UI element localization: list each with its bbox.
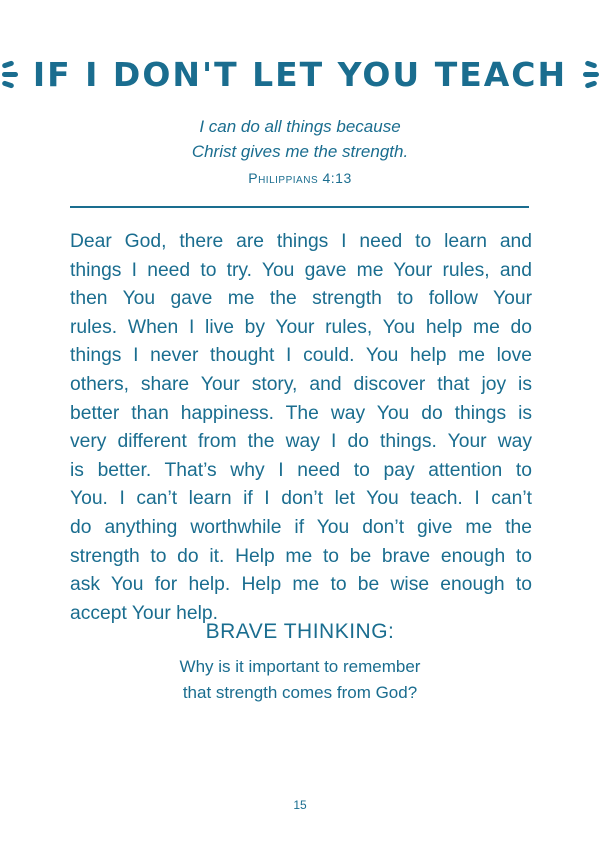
prayer-line: others, share Your story, and discover that joy is: [70, 373, 532, 395]
left-dash-bottom: [2, 80, 15, 88]
left-dash-middle: [2, 72, 18, 77]
question-line: that strength comes from God?: [182, 683, 418, 702]
prayer-line: rules. When I live by Your rules, You help me do: [70, 316, 532, 338]
verse-reference: Philippians 4:13: [248, 170, 352, 186]
prayer-line: accept Your help.: [70, 602, 218, 624]
brave-thinking-question: [0, 654, 600, 706]
prayer-line: better than happiness. The way You do things is: [70, 402, 532, 424]
right-dash-bottom: [585, 80, 598, 88]
left-dash-top: [2, 60, 15, 68]
prayer-line: is better. That’s why I need to pay attention to: [70, 459, 532, 481]
prayer-line: strength to do it. Help me to be brave enough to: [70, 545, 532, 567]
prayer-line: very different from the way I do things. Your way: [70, 431, 532, 453]
verse-line: I can do all things because: [199, 117, 401, 136]
prayer-line: do anything worthwhile if You don’t give me the: [70, 516, 532, 538]
title-row: [0, 44, 600, 104]
scripture-verse: [0, 114, 600, 164]
prayer-line: things I never thought I could. You help me love: [70, 345, 532, 367]
left-dash-decoration: [0, 59, 19, 89]
prayer-line: Dear God, there are things I need to learn and: [70, 231, 532, 252]
prayer-line: then You gave me the strength to follow Your: [70, 288, 532, 310]
verse-line: Christ gives me the strength.: [191, 142, 409, 161]
right-dash-top: [585, 60, 598, 68]
prayer-line: You. I can’t learn if I don’t let You teach. I can’t: [70, 488, 532, 510]
right-dash-decoration: [581, 59, 600, 89]
prayer-text: [70, 228, 532, 628]
page-title: IF I DON'T LET YOU TEACH: [32, 54, 568, 94]
divider-rule: [70, 206, 529, 208]
page-number: 15: [293, 798, 307, 812]
question-line: Why is it important to remember: [179, 657, 421, 676]
brave-thinking-heading: BRAVE THINKING:: [205, 620, 395, 643]
prayer-line: things I need to try. You gave me Your rules, and: [70, 259, 532, 281]
prayer-line: ask You for help. Help me to be wise enough to: [70, 574, 532, 596]
right-dash-middle: [583, 72, 599, 77]
